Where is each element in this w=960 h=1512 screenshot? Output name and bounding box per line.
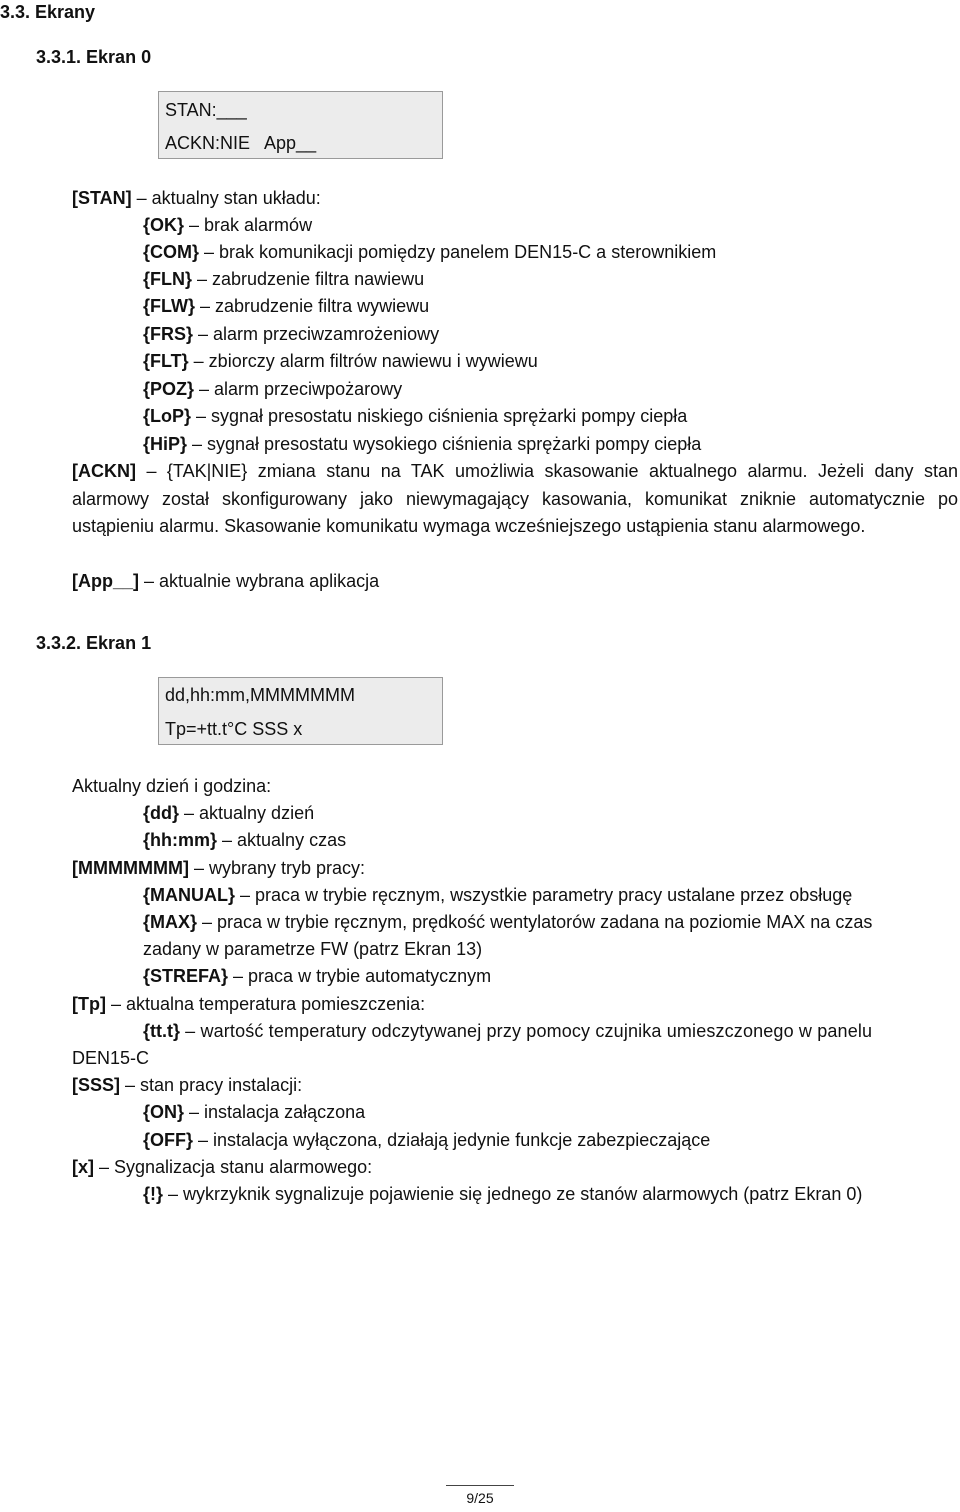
section-heading: 3.3. Ekrany — [0, 2, 96, 22]
stan-item — [143, 377, 402, 401]
stan-item — [143, 322, 439, 346]
lcd-screen-1 — [158, 677, 443, 745]
manual-code: {MANUAL} — [143, 885, 235, 905]
ackn-label: [ACKN] — [72, 461, 136, 481]
stan-code: {FLN} — [143, 269, 192, 289]
stan-item — [143, 349, 538, 373]
excl-item — [143, 1182, 862, 1206]
page-number: 9/25 — [466, 1490, 494, 1506]
strefa-item — [143, 964, 491, 988]
hhmm-item — [143, 828, 346, 852]
stan-desc: – brak komunikacji pomiędzy panelem DEN15-C a sterownikiem — [199, 242, 717, 262]
x-text: – Sygnalizacja stanu alarmowego: — [94, 1157, 373, 1177]
stan-code: {POZ} — [143, 379, 195, 399]
max-item — [143, 910, 872, 934]
stan-item — [143, 404, 687, 428]
hhmm-code: {hh:mm} — [143, 830, 218, 850]
ttt-item-continuation: DEN15-C — [72, 1048, 150, 1068]
stan-item — [143, 267, 424, 291]
dd-item — [143, 801, 314, 825]
stan-item — [143, 432, 701, 456]
dd-code: {dd} — [143, 803, 179, 823]
stan-desc: – zabrudzenie filtra wywiewu — [195, 296, 430, 316]
strefa-code: {STREFA} — [143, 966, 229, 986]
ackn-paragraph — [72, 458, 958, 541]
stan-desc: – brak alarmów — [184, 215, 313, 235]
sss-definition — [72, 1073, 302, 1097]
stan-desc: – zabrudzenie filtra nawiewu — [192, 269, 425, 289]
app-definition — [72, 569, 379, 593]
lcd1-line2: Tp=+tt.t°C SSS x — [165, 719, 303, 739]
max-text: – praca w trybie ręcznym, prędkość wentylatorów zadana na poziomie MAX na czas — [197, 912, 873, 932]
stan-code: {FLT} — [143, 351, 189, 371]
ekran0-heading: 3.3.1. Ekran 0 — [36, 47, 152, 67]
stan-desc: – sygnał presostatu niskiego ciśnienia sprężarki pompy ciepła — [191, 406, 688, 426]
app-label: [App__] — [72, 571, 139, 591]
ekran1-intro: Aktualny dzień i godzina: — [72, 776, 272, 796]
tp-text: – aktualna temperatura pomieszczenia: — [105, 994, 426, 1014]
dd-text: – aktualny dzień — [179, 803, 315, 823]
on-item — [143, 1100, 365, 1124]
excl-code: {!} — [143, 1184, 164, 1204]
excl-text: – wykrzyknik sygnalizuje pojawienie się jednego ze stanów alarmowych (patrz Ekran 0) — [163, 1184, 863, 1204]
stan-desc: – zbiorczy alarm filtrów nawiewu i wywiewu — [188, 351, 538, 371]
stan-item — [143, 213, 312, 237]
manual-text: – praca w trybie ręcznym, wszystkie parametry pracy ustalane przez obsługę — [235, 885, 853, 905]
ttt-item — [143, 1019, 872, 1043]
stan-text: – aktualny stan układu: — [131, 188, 321, 208]
lcd0-line2: ACKN:NIE App__ — [165, 133, 317, 153]
tp-label: [Tp] — [72, 994, 106, 1014]
manual-item — [143, 883, 852, 907]
mode-text: – wybrany tryb pracy: — [188, 858, 366, 878]
lcd1-line1: dd,hh:mm,MMMMMMM — [165, 685, 355, 705]
max-code: {MAX} — [143, 912, 198, 932]
footer-rule — [446, 1485, 514, 1486]
ekran1-heading: 3.3.2. Ekran 1 — [36, 633, 152, 653]
x-definition — [72, 1155, 372, 1179]
ttt-text: – wartość temperatury odczytywanej przy pomocy czujnika umieszczonego w panelu — [180, 1021, 873, 1041]
sss-label: [SSS] — [72, 1075, 121, 1095]
stan-desc: – alarm przeciwzamrożeniowy — [193, 324, 440, 344]
strefa-text: – praca w trybie automatycznym — [228, 966, 492, 986]
stan-code: {COM} — [143, 242, 200, 262]
lcd0-line1: STAN:___ — [165, 100, 247, 120]
tp-definition — [72, 992, 425, 1016]
sss-text: – stan pracy instalacji: — [120, 1075, 303, 1095]
stan-code: {HiP} — [143, 434, 188, 454]
stan-item — [143, 240, 716, 264]
stan-label: [STAN] — [72, 188, 132, 208]
x-label: [x] — [72, 1157, 94, 1177]
mode-definition — [72, 856, 365, 880]
ackn-text: – {TAK|NIE} zmiana stanu na TAK umożliwia skasowanie aktualnego alarmu. Jeżeli dany stan alarmowy został skonfigurowany jako niewymagający kasowania, komunikat zniknie automatycznie po ustąpieniu alarmu. Skasowanie komunikatu wymaga wcześniejszego ustąpienia stanu alarmowego. — [72, 461, 958, 536]
on-text: – instalacja załączona — [184, 1102, 366, 1122]
stan-definition — [72, 186, 321, 210]
stan-desc: – sygnał presostatu wysokiego ciśnienia sprężarki pompy ciepła — [187, 434, 702, 454]
stan-desc: – alarm przeciwpożarowy — [194, 379, 403, 399]
app-text: – aktualnie wybrana aplikacja — [139, 571, 380, 591]
max-item-continuation: zadany w parametrze FW (patrz Ekran 13) — [143, 939, 483, 959]
mode-label: [MMMMMMM] — [72, 858, 189, 878]
on-code: {ON} — [143, 1102, 185, 1122]
stan-code: {LoP} — [143, 406, 192, 426]
stan-code: {FRS} — [143, 324, 194, 344]
ttt-code: {tt.t} — [143, 1021, 180, 1041]
off-text: – instalacja wyłączona, działają jedynie funkcje zabezpieczające — [193, 1130, 711, 1150]
lcd-screen-0 — [158, 91, 443, 159]
off-item — [143, 1128, 710, 1152]
off-code: {OFF} — [143, 1130, 194, 1150]
hhmm-text: – aktualny czas — [217, 830, 347, 850]
stan-code: {FLW} — [143, 296, 195, 316]
stan-item — [143, 294, 429, 318]
stan-code: {OK} — [143, 215, 185, 235]
